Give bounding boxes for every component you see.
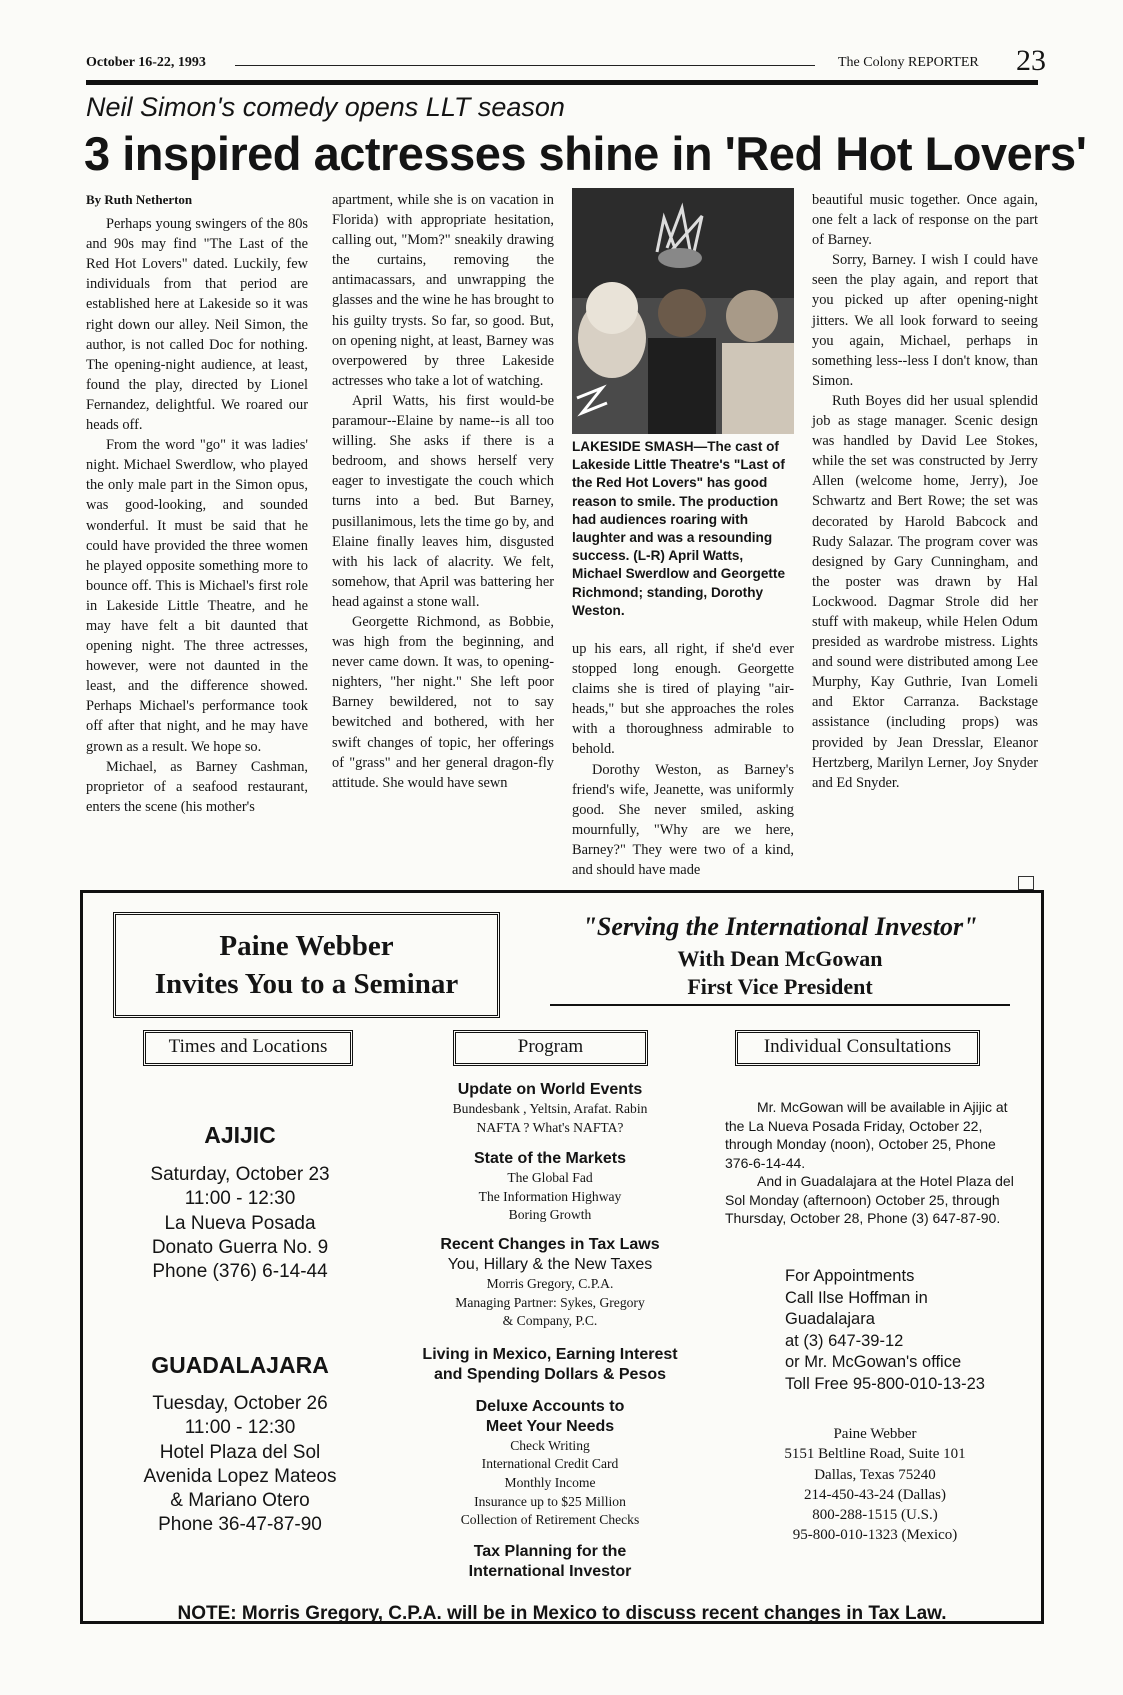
address-street: 5151 Beltline Road, Suite 101 bbox=[784, 1446, 966, 1463]
ad-rule bbox=[550, 1004, 1010, 1006]
paragraph: beautiful music together. Once again, one felt a lack of response on the part of Barney. bbox=[812, 192, 1038, 249]
ad-title-box bbox=[113, 912, 500, 1018]
program-heading: and Spending Dollars & Pesos bbox=[433, 1365, 667, 1383]
program-heading: Tax Planning for the bbox=[473, 1542, 627, 1560]
program-item: Bundesbank , Yeltsin, Arafat. Rabin bbox=[452, 1101, 648, 1116]
location-phone: Phone 36-47-87-90 bbox=[158, 1514, 322, 1536]
location-phone: Phone (376) 6-14-44 bbox=[152, 1261, 328, 1283]
ad-title-invite: Invites You to a Seminar bbox=[154, 968, 459, 1000]
header-thick-rule bbox=[86, 80, 1038, 85]
paragraph: Sorry, Barney. I wish I could have seen the play again, and report that you picked up after opening-night jitters. We all look forward to seeing you again, Michael, perhaps in something less--less I don't know, than Simon. bbox=[812, 252, 1038, 389]
article-column-2 bbox=[332, 190, 554, 793]
paragraph: Perhaps young swingers of the 80s and 90s may find "The Last of the Red Hot Lovers" dated. Luckily, few individuals from that period are established here at Lakeside so it was right down our alley. Neil Simon, the author, is not called Doc for nothing. The opening-night audience, at least, found the play, directed by Lionel Fernandez, delightful. We roared our heads off. bbox=[86, 216, 308, 434]
paragraph: From the word "go" it was ladies' night. Michael Swerdlow, who played the only male part in the Simon opus, was good-looking, and sounded wonderful. It must be said that he could have provided the three women he played opposite something more to bounce off. This is Michael's first role in Lakeside Little Theatre, and he may have felt a bit daunted that opening night. The three actresses, however, were not daunted in the least, and the difference showed. Perhaps Michael's performance took off after that night, and he may have grown as a result. We hope so. bbox=[86, 437, 308, 755]
location-date: Saturday, October 23 bbox=[150, 1164, 330, 1185]
address-phone: 214-450-43-24 (Dallas) bbox=[803, 1486, 947, 1503]
byline: By Ruth Netherton bbox=[86, 192, 193, 207]
appointments-line: at (3) 647-39-12 bbox=[785, 1331, 904, 1350]
cast-photo-illustration bbox=[572, 188, 794, 434]
program-item: The Information Highway bbox=[478, 1188, 622, 1204]
paragraph: April Watts, his first would-be paramour--Elaine by name--is all too willing. She asks if there is a bedroom, and shows herself very eager to investigate the couch which turns into a bed. But Barney, pusillanimous, lets the time go by, and Elaine finally leaves him, disgusted with his lack of alacrity. We felt, somehow, that April was battering her head against a stone wall. bbox=[332, 392, 554, 610]
program-item: Monthly Income bbox=[504, 1474, 596, 1490]
program-heading: Update on World Events bbox=[457, 1081, 643, 1098]
ad-title-company: Paine Webber bbox=[219, 930, 394, 962]
program-subheading: You, Hillary & the New Taxes bbox=[447, 1255, 653, 1273]
program-heading: Living in Mexico, Earning Interest bbox=[422, 1345, 678, 1363]
appointments-line: Call Ilse Hoffman in bbox=[785, 1288, 928, 1307]
program-heading: State of the Markets bbox=[473, 1150, 627, 1168]
appointments-line: Guadalajara bbox=[785, 1310, 875, 1328]
issue-date: October 16-22, 1993 bbox=[86, 55, 206, 70]
location-date: Tuesday, October 26 bbox=[152, 1393, 328, 1414]
location-street: & Mariano Otero bbox=[170, 1490, 310, 1512]
program-heading: Recent Changes in Tax Laws bbox=[440, 1235, 660, 1253]
company-address bbox=[725, 1424, 1025, 1546]
location-venue: Hotel Plaza del Sol bbox=[159, 1441, 321, 1463]
appointments-info bbox=[785, 1266, 1035, 1395]
program-item: Managing Partner: Sykes, Gregory bbox=[455, 1294, 645, 1310]
consultation-ajijic: Mr. McGowan will be available in Ajijic at the La Nueva Posada Friday, October 22, through Monday (noon), October 25, Phone 376-6-14-44. bbox=[725, 1099, 1008, 1171]
location-street: Donato Guerra No. 9 bbox=[151, 1236, 329, 1258]
cast-photo bbox=[572, 188, 794, 434]
paragraph: Michael, as Barney Cashman, proprietor of a seafood restaurant, enters the scene (his mother's bbox=[86, 758, 308, 815]
ad-presenter: With Dean McGowan bbox=[677, 946, 883, 971]
consultations-label: Individual Consultations bbox=[735, 1030, 980, 1066]
location-ajijic-city: AJIJIC bbox=[204, 1122, 276, 1148]
program-item: International Credit Card bbox=[481, 1456, 619, 1472]
paragraph: up his ears, all right, if she'd ever stopped long enough. Georgette claims she is tired of playing "air-heads," but she approaches the roles with a thoroughness admirable to behold. bbox=[572, 641, 794, 758]
paper-name: The Colony REPORTER bbox=[838, 55, 979, 70]
address-phone: 800-288-1515 (U.S.) bbox=[812, 1507, 938, 1524]
location-guadalajara-city: GUADALAJARA bbox=[151, 1352, 329, 1378]
ad-slogan: "Serving the International Investor" bbox=[582, 912, 978, 941]
photo-caption: LAKESIDE SMASH—The cast of Lakeside Little Theatre's "Last of the Red Hot Lovers" has good reason to smile. The production had audiences roaring with laughter and was a resounding success. (L-R) April Watts, Michael Swerdlow and Georgette Richmond; standing, Dorothy Weston. bbox=[572, 439, 786, 618]
address-phone: 95-800-010-1323 (Mexico) bbox=[792, 1527, 958, 1544]
consultation-guadalajara: And in Guadalajara at the Hotel Plaza del Sol Monday (afternoon) October 25, through Thursday, October 28, Phone (3) 647-87-90. bbox=[725, 1173, 1014, 1226]
program-heading: Meet Your Needs bbox=[485, 1417, 615, 1435]
paragraph: Dorothy Weston, as Barney's friend's wife, Jeanette, was uniformly good. She never smiled, asking mournfully, "Why are we here, Barney?" They were two of a kind, and should have made bbox=[572, 761, 794, 879]
end-of-article-mark bbox=[1018, 876, 1034, 890]
location-ajijic-details bbox=[115, 1163, 365, 1284]
article-headline: 3 inspired actresses shine in 'Red Hot Lovers' bbox=[84, 127, 1087, 180]
address-city: Dallas, Texas 75240 bbox=[814, 1466, 936, 1483]
page-number: 23 bbox=[1016, 44, 1046, 77]
location-time: 11:00 - 12:30 bbox=[184, 1417, 296, 1439]
appointments-line: For Appointments bbox=[785, 1267, 915, 1285]
ad-presenter-role: First Vice President bbox=[687, 974, 873, 999]
program-item: Check Writing bbox=[510, 1437, 590, 1453]
location-street: Avenida Lopez Mateos bbox=[143, 1465, 337, 1487]
location-time: 11:00 - 12:30 bbox=[184, 1188, 296, 1210]
location-venue: La Nueva Posada bbox=[164, 1212, 316, 1234]
article-column-3 bbox=[572, 639, 794, 880]
appointments-line: or Mr. McGowan's office bbox=[785, 1353, 962, 1371]
article-kicker: Neil Simon's comedy opens LLT season bbox=[86, 92, 565, 122]
article-column-4 bbox=[812, 190, 1038, 793]
times-locations-label: Times and Locations bbox=[143, 1030, 353, 1066]
header-rule bbox=[235, 65, 815, 66]
article-column-1 bbox=[86, 190, 308, 817]
ad-note: NOTE: Morris Gregory, C.P.A. will be in Mexico to discuss recent changes in Tax Law. bbox=[177, 1603, 947, 1624]
program-item: NAFTA ? What's NAFTA? bbox=[476, 1119, 624, 1135]
program-item: Morris Gregory, C.P.A. bbox=[486, 1275, 614, 1291]
location-guadalajara-details bbox=[115, 1392, 365, 1538]
consultations-text bbox=[725, 1098, 1015, 1228]
paragraph: Georgette Richmond, as Bobbie, was high from the beginning, and never came down. It was, to opening-nighters, "her night." She left poor Barney bewildered, not to say bewitched and bothered, with her swift changes of topic, her offerings of "grass" and her general dragon-fly attitude. She would have sewn bbox=[332, 613, 554, 791]
paragraph: apartment, while she is on vacation in Florida) with appropriate hesitation, calling out, "Mom?" sneakily drawing the curtains, removing the antimacassars, and unwrapping the glasses and the wine he has brought to his guilty trysts. So far, so good. But, on opening night, at least, Barney was overpowered by three Lakeside actresses who take a lot of watching. bbox=[332, 192, 554, 389]
program-label: Program bbox=[453, 1030, 648, 1066]
program-item: Collection of Retirement Checks bbox=[460, 1512, 640, 1528]
paragraph: Ruth Boyes did her usual splendid job as stage manager. Scenic design was handled by David Lee Stokes, while the set was constructed by Jerry Allen (welcome home, Jerry), Joe Schwartz and Bert Rowe; the set was decorated by Harold Babcock and Rudy Salazar. The program cover was designed by Gary Cunningham, and the poster was drawn by Hal Lockwood. Dagmar Strole did her stuff with makeup, while Helen Odum presided as wardrobe mistress. Lights and sound were distributed among Lee Murphy, Kay Guthrie, Ivan Lomeli and Ektor Carranza. Backstage assistance (including props) was provided by Jean Dresslar, Eleanor Hertzberg, Marilyn Lerner, Joy Snyder and Ed Snyder. bbox=[812, 392, 1038, 791]
address-name: Paine Webber bbox=[833, 1426, 917, 1442]
program-item: & Company, P.C. bbox=[502, 1313, 598, 1329]
program-heading: International Investor bbox=[468, 1562, 632, 1580]
program-list bbox=[400, 1080, 700, 1582]
appointments-line: Toll Free 95-800-010-13-23 bbox=[785, 1374, 985, 1393]
program-item: The Global Fad bbox=[507, 1170, 593, 1186]
program-item: Boring Growth bbox=[508, 1207, 592, 1223]
program-heading: Deluxe Accounts to bbox=[475, 1397, 625, 1415]
program-item: Insurance up to $25 Million bbox=[474, 1493, 626, 1509]
